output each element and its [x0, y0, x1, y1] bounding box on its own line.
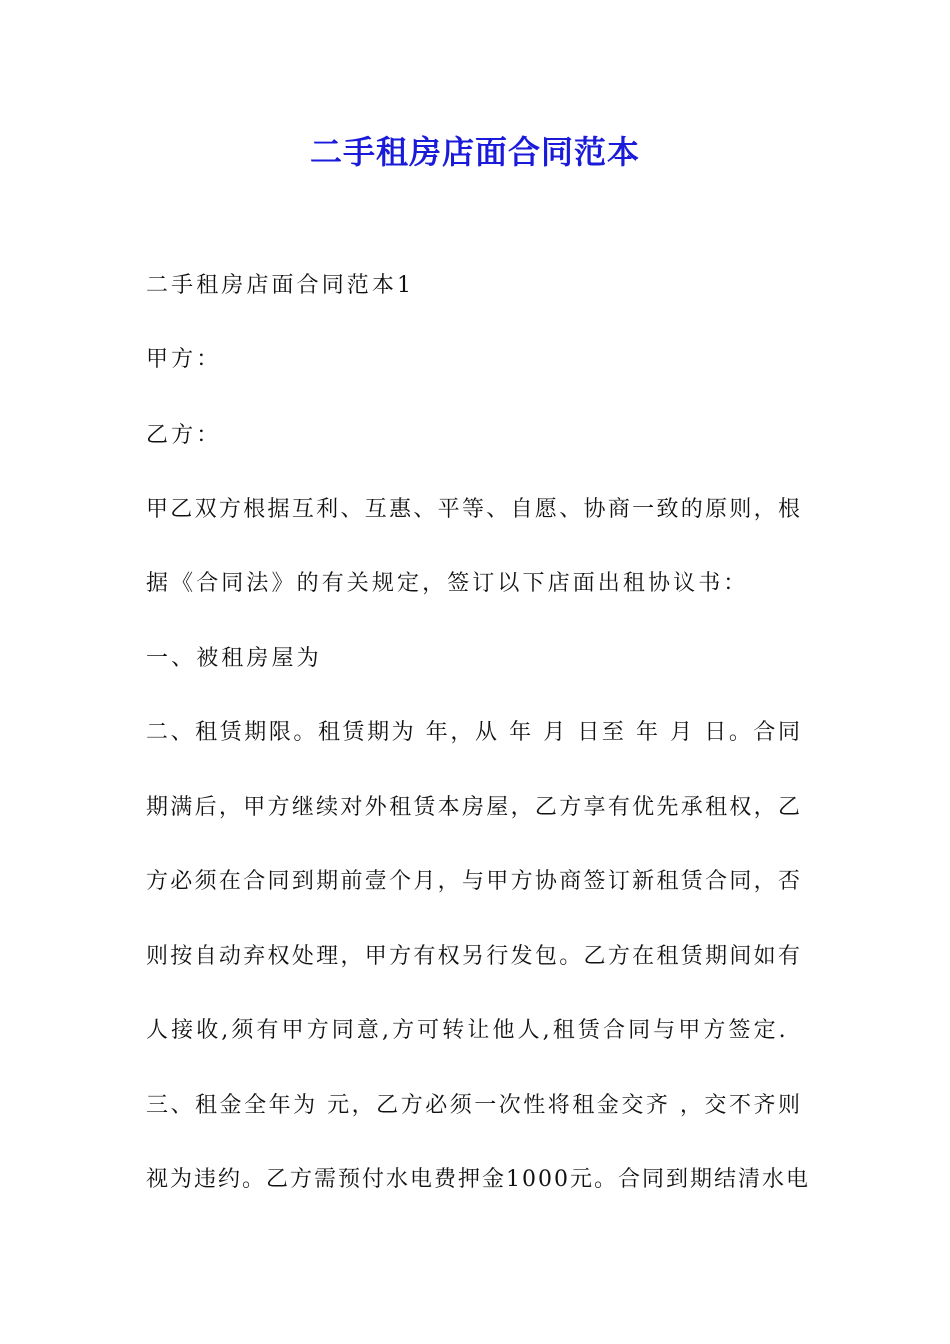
clause-1-line: 一、被租房屋为 — [146, 646, 322, 671]
document-title: 二手租房店面合同范本 — [309, 133, 640, 171]
clause-2-line: 则按自动弃权处理，甲方有权另行发包。乙方在租赁期间如有 — [146, 944, 802, 969]
paragraph-line: 据《合同法》的有关规定，签订以下店面出租协议书： — [146, 571, 749, 596]
clause-2-line: 期满后，甲方继续对外租赁本房屋，乙方享有优先承租权，乙 — [146, 795, 802, 820]
paragraph-line: 甲乙双方根据互利、互惠、平等、自愿、协商一致的原则，根 — [146, 497, 802, 522]
clause-2-line: 人接收,须有甲方同意,方可转让他人,租赁合同与甲方签定. — [146, 1018, 789, 1043]
contract-heading: 二手租房店面合同范本1 — [146, 273, 415, 298]
clause-2-line: 二、租赁期限。租赁期为 年，从 年 月 日至 年 月 日。合同 — [146, 720, 802, 745]
party-b-line: 乙方： — [146, 423, 222, 448]
party-a-line: 甲方： — [146, 347, 222, 372]
clause-3-line: 三、租金全年为 元，乙方必须一次性将租金交齐 ，交不齐则 — [146, 1093, 802, 1118]
clause-2-line: 方必须在合同到期前壹个月，与甲方协商签订新租赁合同，否 — [146, 869, 802, 894]
clause-3-line: 视为违约。乙方需预付水电费押金1000元。合同到期结清水电 — [146, 1167, 810, 1192]
